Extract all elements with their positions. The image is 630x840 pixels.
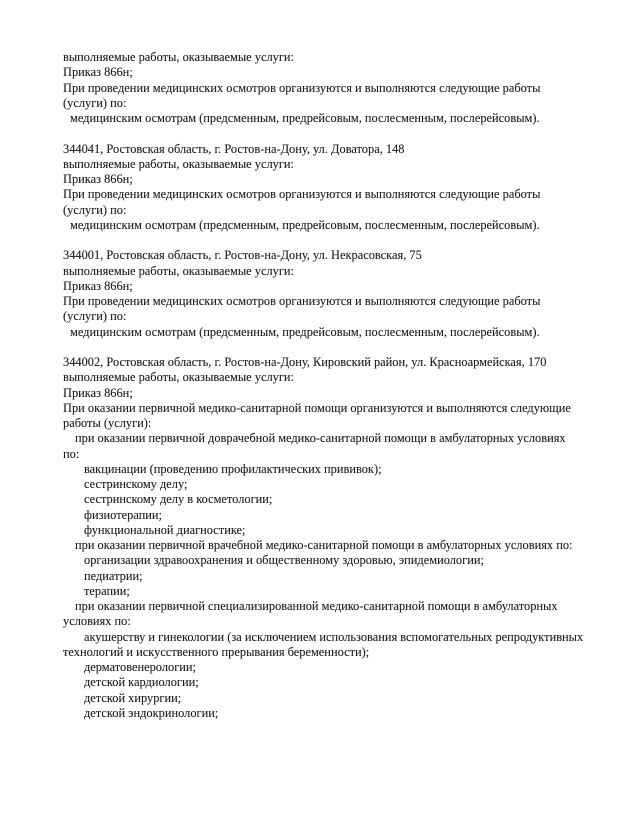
text-line: организации здравоохранения и общественному здоровью, эпидемиологии; (84, 553, 484, 568)
text-line: функциональной диагностике; (84, 522, 246, 537)
text-line: работы (услуги): (63, 416, 152, 430)
text-line: (услуги) по: (63, 202, 127, 217)
text-line: При проведении медицинских осмотров организуются и выполняются следующие работы (63, 80, 541, 95)
text-line: дерматовенерологии; (84, 660, 196, 674)
text-line: сестринскому делу; (84, 477, 188, 491)
text-line: терапии; (84, 583, 130, 598)
text-line: выполняемые работы, оказываемые услуги: (63, 263, 295, 278)
text-line: сестринскому делу в косметологии; (84, 492, 273, 507)
text-line: акушерству и гинекологии (за исключением использования вспомогательных репродуктивных (84, 629, 584, 644)
section-gap (63, 340, 603, 355)
text-line: (услуги) по: (63, 309, 127, 324)
text-line: физиотерапии; (84, 507, 162, 522)
section-gap (63, 233, 603, 248)
text-line: при оказании первичной доврачебной медико-санитарной помощи в амбулаторных условиях (75, 431, 566, 446)
section-gap (63, 126, 603, 141)
text-line: по: (63, 446, 80, 461)
text-line: Приказ 866н; (63, 278, 133, 293)
text-line: При проведении медицинских осмотров организуются и выполняются следующие работы (63, 294, 541, 308)
address-line: 344002, Ростовская область, г. Ростов-на-Дону, Кировский район, ул. Красноармейская, 170 (63, 355, 547, 369)
text-line: (услуги) по: (63, 95, 127, 110)
text-line: медицинским осмотрам (предсменным, предрейсовым, послесменным, послерейсовым). (70, 324, 540, 339)
text-line: технологий и искусственного прерывания беременности); (63, 644, 370, 659)
text-line: выполняемые работы, оказываемые услуги: (63, 50, 295, 64)
text-line: условиях по: (63, 614, 131, 629)
address-line: 344001, Ростовская область, г. Ростов-на-Дону, ул. Некрасовская, 75 (63, 248, 422, 263)
text-line: детской хирургии; (84, 690, 182, 705)
document-content (63, 50, 603, 721)
text-line: медицинским осмотрам (предсменным, предрейсовым, послесменным, послерейсовым). (70, 217, 540, 232)
text-line: При оказании первичной медико-санитарной помощи организуются и выполняются следующие (63, 400, 571, 415)
address-line: 344041, Ростовская область, г. Ростов-на-Дону, ул. Доватора, 148 (63, 141, 405, 156)
text-line: при оказании первичной врачебной медико-санитарной помощи в амбулаторных условиях по: (75, 538, 573, 552)
text-line: медицинским осмотрам (предсменным, предрейсовым, послесменным, послерейсовым). (70, 111, 540, 125)
text-line: Приказ 866н; (63, 172, 133, 186)
text-line: детской эндокринологии; (84, 705, 219, 720)
text-line: выполняемые работы, оказываемые услуги: (63, 156, 295, 171)
text-line: при оказании первичной специализированной медико-санитарной помощи в амбулаторных (75, 599, 558, 613)
text-line: педиатрии; (84, 568, 143, 583)
text-line: Приказ 866н; (63, 385, 133, 400)
text-line: При проведении медицинских осмотров организуются и выполняются следующие работы (63, 187, 541, 202)
text-line: детской кардиологии; (84, 675, 199, 690)
text-line: Приказ 866н; (63, 65, 133, 80)
text-line: выполняемые работы, оказываемые услуги: (63, 370, 295, 385)
text-line: вакцинации (проведению профилактических прививок); (84, 461, 382, 476)
